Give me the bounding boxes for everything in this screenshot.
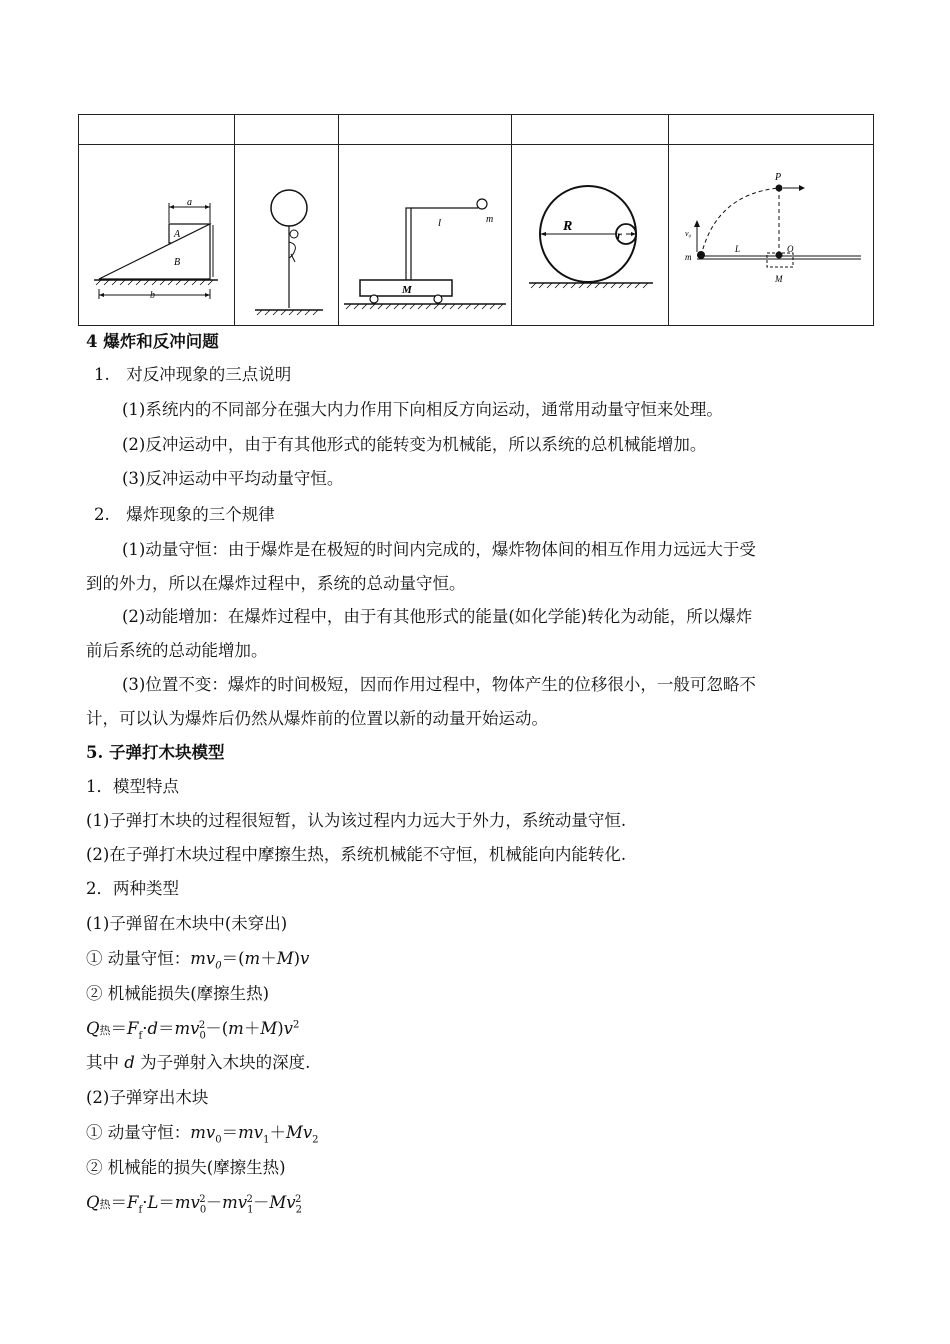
section5-h2: 2．两种类型 <box>86 879 179 898</box>
label-r: r <box>617 228 622 242</box>
section4-p1-heading: 1. 对反冲现象的三点说明 <box>94 365 292 384</box>
cart-diagram-cell <box>339 145 512 326</box>
wedge-diagram-cell <box>79 145 235 326</box>
section5-feature1: (1)子弹打木块的过程很短暂，认为该过程内力远大于外力，系统动量守恒. <box>86 811 627 830</box>
label-P: P <box>775 172 782 183</box>
type1-heat-equation: Q热$=F_f\cdot d=mv_0^2-(m+M)v^2$ <box>86 1019 300 1042</box>
section4-p2-item2a: (2)动能增加：在爆炸过程中，由于有其他形式的能量(如化学能)转化为动能，所以爆炸 <box>122 607 753 626</box>
header-cell <box>669 115 874 145</box>
label-A: A <box>173 229 180 240</box>
label-R: R <box>563 219 573 234</box>
type1-energy-loss: ② 机械能损失(摩擦生热) <box>86 984 270 1003</box>
section4-p1-item1: (1)系统内的不同部分在强大内力作用下向相反方向运动，通常用动量守恒来处理。 <box>122 400 723 419</box>
header-cell <box>79 115 235 145</box>
section4-p2-item2b: 前后系统的总动能增加。 <box>86 641 268 660</box>
label-B: B <box>173 257 180 268</box>
section4-p2-item1a: (1)动量守恒：由于爆炸是在极短的时间内完成的，爆炸物体间的相互作用力远远大于受 <box>122 540 756 559</box>
section4-p1-item2: (2)反冲运动中，由于有其他形式的能转变为机械能，所以系统的总机械能增加。 <box>122 435 707 454</box>
type1-conservation-label: ① 动量守恒： <box>86 949 191 968</box>
balloon-diagram-cell <box>235 145 339 326</box>
label-M: M <box>775 274 783 284</box>
section4-p2-item3a: (3)位置不变：爆炸的时间极短，因而作用过程中，物体产生的位移很小，一般可忽略不 <box>122 675 756 694</box>
type1-momentum-equation: $mv_0$ <box>190 949 222 972</box>
label-L: L <box>735 244 741 254</box>
section5-type1: (1)子弹留在木块中(未穿出) <box>86 914 288 933</box>
label-m: m <box>685 252 692 262</box>
label-l: l <box>438 217 442 229</box>
balloon-rope-diagram <box>237 150 337 320</box>
type1-depth-note: 其中 d 为子弹射入木块的深度. <box>86 1053 311 1072</box>
type2-conservation-line: ① 动量守恒：$mv_0=mv_1+Mv_2$ <box>86 1123 319 1146</box>
type2-heat-equation: Q热$=F_f\cdot L=mv_0^2-mv_1^2-Mv_2^2$ <box>86 1193 302 1216</box>
table-header-row <box>79 115 874 145</box>
section4-title: 4 爆炸和反冲问题 <box>86 332 219 351</box>
projectile-diagram <box>671 160 871 310</box>
type2-conservation-label: ① 动量守恒： <box>86 1123 191 1142</box>
label-v0: v₀ <box>685 229 692 238</box>
label-M: M <box>402 284 412 296</box>
section4-p2-item3b: 计，可以认为爆炸后仍然从爆炸前的位置以新的动量开始运动。 <box>86 709 548 728</box>
model-diagram-table <box>78 114 874 326</box>
label-a: a <box>186 197 192 208</box>
section5-title: 5. 子弹打木块模型 <box>86 743 225 762</box>
section5-feature2: (2)在子弹打木块过程中摩擦生热，系统机械能不守恒，机械能向内能转化. <box>86 845 627 864</box>
header-cell <box>339 115 512 145</box>
label-m: m <box>486 214 494 225</box>
label-b: b <box>149 290 155 301</box>
header-cell <box>512 115 669 145</box>
wedge-diagram <box>82 165 232 305</box>
section4-p2-heading: 2. 爆炸现象的三个规律 <box>94 505 275 524</box>
label-O: O <box>787 244 794 254</box>
table-diagram-row <box>79 145 874 326</box>
type1-conservation-line: ① 动量守恒：$mv_0=(m+M)v$ <box>86 949 310 972</box>
ring-diagram <box>515 160 665 310</box>
type2-energy-loss: ② 机械能的损失(摩擦生热) <box>86 1158 286 1177</box>
section5-h1: 1．模型特点 <box>86 777 179 796</box>
section4-p1-item3: (3)反冲运动中平均动量守恒。 <box>122 469 344 488</box>
header-cell <box>235 115 339 145</box>
section4-p2-item1b: 到的外力，所以在爆炸过程中，系统的总动量守恒。 <box>86 574 466 593</box>
section5-type2: (2)子弹穿出木块 <box>86 1088 209 1107</box>
projectile-diagram-cell <box>669 145 874 326</box>
ring-diagram-cell <box>512 145 669 326</box>
cart-pendulum-diagram <box>340 160 510 310</box>
